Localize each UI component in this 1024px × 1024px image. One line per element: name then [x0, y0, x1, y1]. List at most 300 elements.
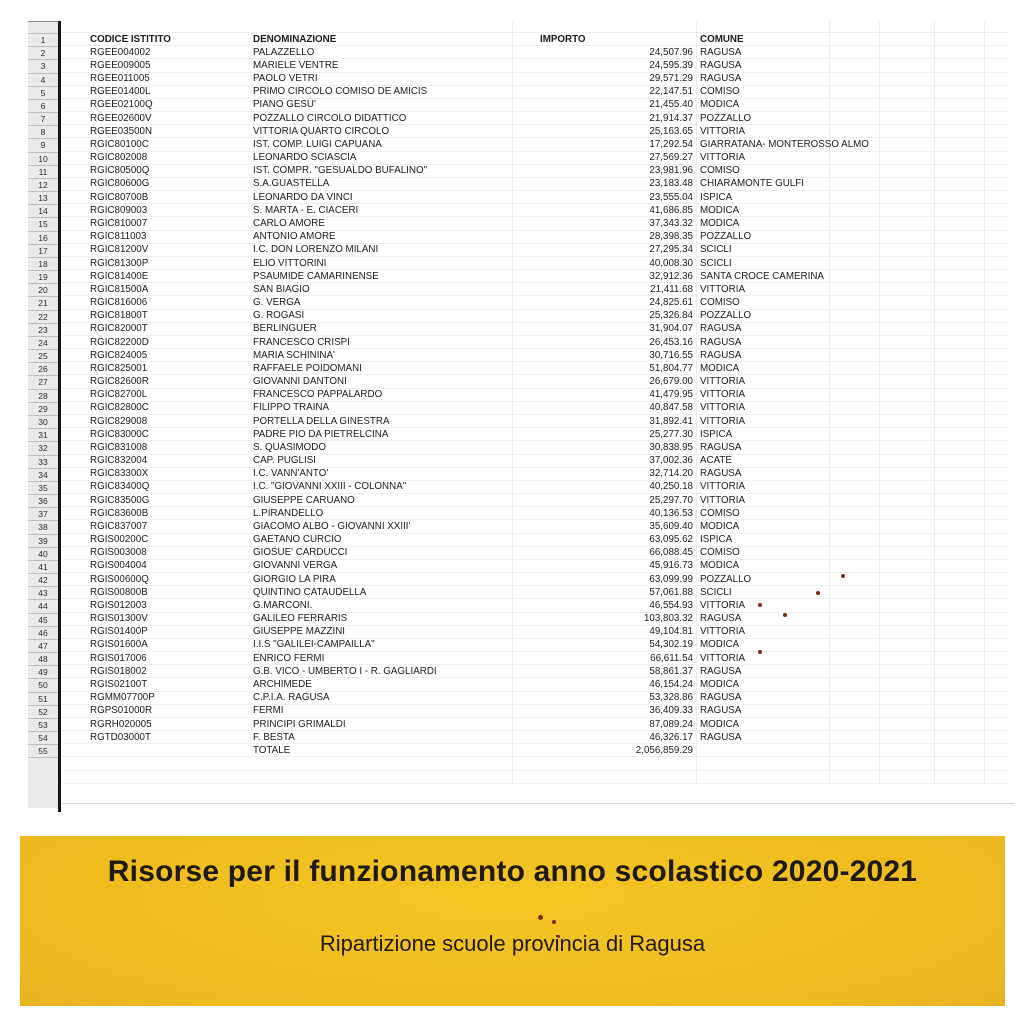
row-number[interactable]: 52: [28, 706, 58, 719]
table-row[interactable]: [62, 375, 1008, 388]
row-number[interactable]: 42: [28, 574, 58, 587]
cell-importo[interactable]: 40,250.18: [649, 481, 693, 493]
cell-importo[interactable]: 35,609.40: [649, 520, 693, 532]
col-header-importo[interactable]: IMPORTO: [540, 33, 586, 45]
row-number[interactable]: 37: [28, 508, 58, 521]
table-row[interactable]: [62, 165, 1008, 178]
row-number[interactable]: 1: [28, 34, 58, 47]
row-number[interactable]: 35: [28, 482, 58, 495]
cell-codice[interactable]: RGIC83400Q: [90, 481, 150, 493]
cell-codice[interactable]: RGIC825001: [90, 362, 148, 374]
cell-importo[interactable]: 27,569.27: [649, 152, 693, 164]
cell-codice[interactable]: RGIS00600Q: [90, 573, 149, 585]
table-row[interactable]: [62, 573, 1008, 586]
cell-denominazione[interactable]: I.I.S "GALILEI-CAMPAILLA": [253, 639, 375, 651]
cell-importo[interactable]: 32,714.20: [649, 468, 693, 480]
cell-codice[interactable]: RGIS02100T: [90, 679, 148, 690]
cell-comune[interactable]: COMISO: [700, 165, 740, 177]
table-row[interactable]: [62, 731, 1008, 744]
cell-codice[interactable]: RGEE004002: [90, 46, 151, 58]
cell-denominazione[interactable]: ANTONIO AMORE: [253, 231, 336, 243]
table-row[interactable]: [62, 270, 1008, 283]
table-row[interactable]: [62, 639, 1008, 652]
cell-importo[interactable]: 30,716.55: [649, 349, 693, 361]
cell-denominazione[interactable]: IST. COMP. LUIGI CAPUANA: [253, 138, 382, 150]
cell-codice[interactable]: RGIS01600A: [90, 639, 148, 651]
table-row[interactable]: [62, 652, 1008, 665]
cell-denominazione[interactable]: G.MARCONI.: [253, 599, 313, 611]
cell-denominazione[interactable]: MARIA SCHININA': [253, 349, 335, 361]
cell-codice[interactable]: RGEE009005: [90, 59, 151, 71]
row-number[interactable]: 22: [28, 311, 58, 324]
cell-importo[interactable]: 37,343.32: [649, 217, 693, 229]
table-row[interactable]: [62, 73, 1008, 86]
cell-comune[interactable]: RAGUSA: [700, 731, 742, 743]
cell-codice[interactable]: RGEE011005: [90, 73, 150, 85]
cell-codice[interactable]: RGIC82000T: [90, 323, 148, 335]
row-number[interactable]: 28: [28, 390, 58, 403]
table-row[interactable]: [62, 455, 1008, 468]
cell-denominazione[interactable]: PAOLO VETRI: [253, 73, 318, 85]
cell-importo[interactable]: 58,861.37: [649, 665, 693, 677]
col-header-comune[interactable]: COMUNE: [700, 33, 744, 45]
row-number[interactable]: 49: [28, 666, 58, 679]
cell-denominazione[interactable]: FRANCESCO PAPPALARDO: [253, 389, 383, 401]
cell-comune[interactable]: COMISO: [700, 547, 740, 559]
cell-importo[interactable]: 23,981.96: [649, 165, 693, 177]
cell-codice[interactable]: RGMM07700P: [90, 692, 155, 704]
cell-comune[interactable]: MODICA: [700, 520, 740, 532]
cell-codice[interactable]: RGIC83000C: [90, 428, 149, 440]
cell-denominazione[interactable]: G. ROGASI: [253, 310, 305, 322]
cell-denominazione[interactable]: GAETANO CURCIO: [253, 534, 342, 546]
cell-codice[interactable]: RGIC816006: [90, 297, 148, 309]
table-row[interactable]: [62, 665, 1008, 678]
table-row[interactable]: [62, 244, 1008, 257]
row-number[interactable]: 16: [28, 232, 58, 245]
cell-denominazione[interactable]: G.B. VICO - UMBERTO I - R. GAGLIARDI: [253, 665, 437, 677]
row-number[interactable]: 10: [28, 153, 58, 166]
cell-denominazione[interactable]: GIORGIO LA PIRA: [253, 573, 336, 585]
row-number[interactable]: 15: [28, 218, 58, 231]
cell-denominazione[interactable]: GIUSEPPE CARUANO: [253, 494, 355, 506]
cell-importo[interactable]: 21,411.68: [650, 283, 693, 295]
cell-codice[interactable]: RGIC81500A: [90, 283, 149, 295]
cell-importo[interactable]: 23,555.04: [649, 191, 693, 203]
cell-denominazione[interactable]: S.A.GUASTELLA: [253, 178, 330, 190]
cell-comune[interactable]: COMISO: [700, 297, 740, 309]
col-header-codice[interactable]: CODICE ISTITITO: [90, 33, 171, 45]
cell-comune[interactable]: MODICA: [700, 718, 740, 730]
cell-denominazione[interactable]: GIACOMO ALBO - GIOVANNI XXIII': [253, 520, 411, 532]
cell-codice[interactable]: RGIC83500G: [90, 494, 150, 506]
cell-importo[interactable]: 49,104.81: [649, 626, 693, 638]
table-row[interactable]: [62, 507, 1008, 520]
cell-importo[interactable]: 28,398.35: [649, 231, 693, 243]
cell-denominazione[interactable]: S. QUASIMODO: [253, 441, 326, 453]
cell-codice[interactable]: RGIC80100C: [90, 138, 149, 150]
cell-comune[interactable]: RAGUSA: [700, 59, 742, 71]
row-number[interactable]: 39: [28, 535, 58, 548]
cell-codice[interactable]: RGIC81800T: [90, 310, 148, 322]
cell-importo[interactable]: 21,914.37: [649, 112, 693, 124]
row-number[interactable]: 9: [28, 139, 58, 152]
cell-importo[interactable]: 40,008.30: [649, 257, 693, 269]
cell-importo[interactable]: 57,061.88: [649, 586, 693, 598]
row-number[interactable]: 24: [28, 337, 58, 350]
table-row[interactable]: [62, 310, 1008, 323]
row-number[interactable]: 36: [28, 495, 58, 508]
cell-importo[interactable]: 17,292.54: [649, 138, 693, 150]
table-row[interactable]: [62, 481, 1008, 494]
row-number[interactable]: 13: [28, 192, 58, 205]
cell-comune[interactable]: VITTORIA: [700, 376, 745, 388]
cell-denominazione[interactable]: RAFFAELE POIDOMANI: [253, 362, 362, 374]
row-number[interactable]: 32: [28, 442, 58, 455]
cell-comune[interactable]: RAGUSA: [700, 665, 742, 677]
cell-importo[interactable]: 24,595.39: [649, 59, 693, 71]
row-number[interactable]: 19: [28, 271, 58, 284]
row-number[interactable]: 12: [28, 179, 58, 192]
cell-importo[interactable]: 63,099.99: [649, 573, 693, 585]
cell-importo[interactable]: 51,804.77: [649, 362, 693, 374]
cell-denominazione[interactable]: VITTORIA QUARTO CIRCOLO: [253, 125, 390, 137]
cell-denominazione[interactable]: PIANO GESU': [253, 99, 316, 111]
cell-comune[interactable]: SCICLI: [700, 244, 732, 256]
cell-codice[interactable]: RGIS003008: [90, 547, 147, 559]
cell-comune[interactable]: RAGUSA: [700, 613, 742, 625]
cell-comune[interactable]: SANTA CROCE CAMERINA: [700, 270, 824, 282]
cell-comune[interactable]: COMISO: [700, 507, 740, 519]
cell-comune[interactable]: MODICA: [700, 99, 740, 111]
table-row[interactable]: [62, 204, 1008, 217]
cell-importo[interactable]: 36,409.33: [649, 705, 693, 717]
cell-importo[interactable]: 26,679.00: [649, 376, 693, 388]
cell-comune[interactable]: ACATE: [700, 455, 732, 467]
cell-importo[interactable]: 63,095.62: [649, 534, 693, 546]
cell-denominazione[interactable]: FILIPPO TRAINA: [253, 402, 330, 414]
cell-codice[interactable]: RGIC837007: [90, 520, 148, 532]
cell-comune[interactable]: VITTORIA: [700, 283, 745, 295]
cell-importo[interactable]: 25,297.70: [649, 494, 693, 506]
table-row[interactable]: [62, 152, 1008, 165]
cell-importo[interactable]: 46,326.17: [649, 731, 693, 743]
cell-denominazione[interactable]: GIUSEPPE MAZZINI: [253, 626, 345, 638]
cell-comune[interactable]: RAGUSA: [700, 692, 742, 704]
cell-comune[interactable]: RAGUSA: [700, 336, 742, 348]
cell-codice[interactable]: RGIC83300X: [90, 468, 149, 480]
cell-importo[interactable]: 46,554.93: [649, 599, 693, 611]
cell-importo[interactable]: 26,453.16: [649, 336, 693, 348]
cell-codice[interactable]: RGIC82800C: [90, 402, 149, 414]
cell-codice[interactable]: RGIC82200D: [90, 336, 149, 348]
table-row[interactable]: [62, 138, 1008, 151]
cell-comune[interactable]: RAGUSA: [700, 468, 742, 480]
cell-importo[interactable]: 41,686.85: [649, 204, 693, 216]
cell-comune[interactable]: RAGUSA: [700, 323, 742, 335]
cell-importo[interactable]: 27,295.34: [649, 244, 693, 256]
cell-importo[interactable]: 40,847.58: [649, 402, 693, 414]
cell-denominazione[interactable]: CAP. PUGLISI: [253, 455, 316, 467]
table-row[interactable]: [62, 46, 1008, 59]
row-number[interactable]: 8: [28, 126, 58, 139]
table-row[interactable]: [62, 362, 1008, 375]
table-row[interactable]: [62, 231, 1008, 244]
cell-comune[interactable]: VITTORIA: [700, 494, 745, 506]
row-number[interactable]: 18: [28, 258, 58, 271]
cell-importo[interactable]: 29,571.29: [649, 73, 693, 85]
cell-denominazione[interactable]: GIOSUE' CARDUCCI: [253, 547, 348, 559]
cell-comune[interactable]: VITTORIA: [700, 599, 745, 611]
cell-codice[interactable]: RGIC832004: [90, 455, 148, 467]
row-number[interactable]: 3: [28, 60, 58, 73]
cell-denominazione[interactable]: IST. COMPR. "GESUALDO BUFALINO": [253, 165, 428, 177]
cell-denominazione[interactable]: GIOVANNI DANTONI: [253, 376, 347, 388]
cell-codice[interactable]: RGIC81300P: [90, 257, 149, 269]
cell-codice[interactable]: RGIC80500Q: [90, 165, 150, 177]
row-number[interactable]: 44: [28, 600, 58, 613]
cell-comune[interactable]: RAGUSA: [700, 705, 742, 717]
row-number[interactable]: 20: [28, 284, 58, 297]
cell-comune[interactable]: RAGUSA: [700, 73, 742, 85]
cell-codice[interactable]: RGIC82700L: [90, 389, 148, 401]
row-number[interactable]: 53: [28, 719, 58, 732]
cell-comune[interactable]: VITTORIA: [700, 481, 745, 493]
cell-importo[interactable]: 66,088.45: [649, 547, 693, 559]
cell-importo[interactable]: 25,326.84: [649, 310, 693, 322]
cell-comune[interactable]: CHIARAMONTE GULFI: [700, 178, 804, 190]
cell-codice[interactable]: RGIC831008: [90, 441, 148, 453]
table-row[interactable]: [62, 534, 1008, 547]
row-number[interactable]: 25: [28, 350, 58, 363]
table-row[interactable]: [62, 389, 1008, 402]
cell-comune[interactable]: RAGUSA: [700, 441, 742, 453]
row-number[interactable]: 41: [28, 561, 58, 574]
cell-denominazione[interactable]: S. MARTA - E. CIACERI: [253, 204, 359, 216]
cell-codice[interactable]: RGEE02100Q: [90, 99, 153, 111]
cell-denominazione[interactable]: G. VERGA: [253, 297, 301, 309]
table-row[interactable]: [62, 125, 1008, 138]
total-row[interactable]: [62, 744, 1008, 757]
cell-comune[interactable]: VITTORIA: [700, 652, 745, 664]
cell-denominazione[interactable]: I.C. DON LORENZO MILANI: [253, 244, 379, 256]
cell-denominazione[interactable]: FERMI: [253, 705, 284, 717]
cell-comune[interactable]: VITTORIA: [700, 125, 745, 137]
cell-denominazione[interactable]: SAN BIAGIO: [253, 283, 310, 295]
total-importo[interactable]: 2,056,859.29: [635, 744, 693, 756]
cell-comune[interactable]: VITTORIA: [700, 152, 745, 164]
cell-denominazione[interactable]: CARLO AMORE: [253, 217, 325, 229]
table-row[interactable]: [62, 428, 1008, 441]
cell-codice[interactable]: RGIS01400P: [90, 626, 148, 638]
cell-importo[interactable]: 24,825.61: [649, 297, 693, 309]
row-number[interactable]: 31: [28, 429, 58, 442]
cell-codice[interactable]: RGRH020005: [90, 718, 152, 730]
table-row[interactable]: [62, 323, 1008, 336]
cell-comune[interactable]: VITTORIA: [700, 402, 745, 414]
cell-denominazione[interactable]: GIOVANNI VERGA: [253, 560, 338, 572]
cell-codice[interactable]: RGIS00800B: [90, 586, 148, 598]
row-number[interactable]: 14: [28, 205, 58, 218]
row-number[interactable]: 55: [28, 745, 58, 758]
cell-denominazione[interactable]: L.PIRANDELLO: [253, 507, 324, 519]
cell-comune[interactable]: POZZALLO: [700, 573, 752, 585]
cell-denominazione[interactable]: MARIELE VENTRE: [253, 59, 339, 71]
table-row[interactable]: [62, 402, 1008, 415]
cell-codice[interactable]: RGIS017006: [90, 652, 147, 664]
cell-codice[interactable]: RGIC82600R: [90, 376, 149, 388]
total-label[interactable]: TOTALE: [253, 744, 291, 756]
cell-importo[interactable]: 37,002.36: [649, 455, 693, 467]
cell-codice[interactable]: RGTD03000T: [90, 731, 151, 743]
cell-comune[interactable]: ISPICA: [700, 191, 733, 203]
cell-importo[interactable]: 54,302.19: [649, 639, 693, 651]
cell-comune[interactable]: VITTORIA: [700, 415, 745, 427]
cell-codice[interactable]: RGPS01000R: [90, 705, 153, 717]
table-row[interactable]: [62, 112, 1008, 125]
row-number[interactable]: 48: [28, 653, 58, 666]
cell-denominazione[interactable]: ENRICO FERMI: [253, 652, 325, 664]
cell-importo[interactable]: 25,163.65: [649, 125, 693, 137]
row-number[interactable]: 29: [28, 403, 58, 416]
table-row[interactable]: [62, 718, 1008, 731]
cell-importo[interactable]: 66,611.54: [650, 652, 693, 664]
table-row[interactable]: [62, 586, 1008, 599]
table-row[interactable]: [62, 560, 1008, 573]
cell-denominazione[interactable]: PSAUMIDE CAMARINENSE: [253, 270, 379, 282]
cell-codice[interactable]: RGIS018002: [90, 665, 147, 677]
table-row[interactable]: [62, 520, 1008, 533]
table-row[interactable]: [62, 415, 1008, 428]
row-number[interactable]: 51: [28, 693, 58, 706]
col-header-denominazione[interactable]: DENOMINAZIONE: [253, 33, 337, 45]
cell-comune[interactable]: COMISO: [700, 86, 740, 98]
table-row[interactable]: [62, 178, 1008, 191]
cell-importo[interactable]: 21,455.40: [649, 99, 693, 111]
row-number[interactable]: 50: [28, 679, 58, 692]
table-row[interactable]: [62, 296, 1008, 309]
table-row[interactable]: [62, 678, 1008, 691]
cell-comune[interactable]: RAGUSA: [700, 46, 742, 58]
cell-denominazione[interactable]: POZZALLO CIRCOLO DIDATTICO: [253, 112, 407, 124]
cell-denominazione[interactable]: LEONARDO DA VINCI: [253, 191, 353, 203]
cell-comune[interactable]: GIARRATANA- MONTEROSSO ALMO: [700, 138, 869, 150]
cell-codice[interactable]: RGIC809003: [90, 204, 148, 216]
cell-codice[interactable]: RGEE01400L: [90, 86, 151, 98]
cell-codice[interactable]: RGEE03500N: [90, 125, 153, 137]
cell-codice[interactable]: RGIC810007: [90, 217, 148, 229]
cell-denominazione[interactable]: I.C. VANN'ANTO': [253, 468, 329, 480]
cell-comune[interactable]: MODICA: [700, 679, 740, 690]
row-number[interactable]: 47: [28, 640, 58, 653]
table-row[interactable]: [62, 217, 1008, 230]
cell-codice[interactable]: RGIS01300V: [90, 613, 148, 625]
table-row[interactable]: [62, 441, 1008, 454]
cell-codice[interactable]: RGIC824005: [90, 349, 148, 361]
table-row[interactable]: [62, 494, 1008, 507]
cell-importo[interactable]: 31,904.07: [649, 323, 693, 335]
cell-codice[interactable]: RGIC811003: [90, 231, 147, 243]
cell-denominazione[interactable]: I.C. "GIOVANNI XXIII - COLONNA": [253, 481, 407, 493]
cell-codice[interactable]: RGIC81200V: [90, 244, 149, 256]
cell-importo[interactable]: 40,136.53: [649, 507, 693, 519]
row-number[interactable]: 4: [28, 74, 58, 87]
row-number[interactable]: 27: [28, 376, 58, 389]
cell-importo[interactable]: 53,328.86: [649, 692, 693, 704]
cell-codice[interactable]: RGEE02600V: [90, 112, 152, 124]
table-row[interactable]: [62, 626, 1008, 639]
cell-denominazione[interactable]: QUINTINO CATAUDELLA: [253, 586, 367, 598]
cell-comune[interactable]: POZZALLO: [700, 310, 752, 322]
cell-denominazione[interactable]: ARCHIMEDE: [253, 679, 312, 690]
row-number[interactable]: 46: [28, 627, 58, 640]
cell-importo[interactable]: 103,803.32: [643, 613, 693, 625]
cell-codice[interactable]: RGIC81400E: [90, 270, 149, 282]
row-number[interactable]: 7: [28, 113, 58, 126]
cell-comune[interactable]: ISPICA: [700, 428, 733, 440]
cell-comune[interactable]: RAGUSA: [700, 349, 742, 361]
table-row[interactable]: [62, 599, 1008, 612]
row-number[interactable]: 2: [28, 47, 58, 60]
cell-denominazione[interactable]: C.P.I.A. RAGUSA: [253, 692, 330, 704]
cell-comune[interactable]: MODICA: [700, 217, 740, 229]
row-number[interactable]: 11: [28, 166, 58, 179]
cell-importo[interactable]: 46,154.24: [649, 679, 693, 690]
row-number[interactable]: 5: [28, 87, 58, 100]
table-row[interactable]: [62, 86, 1008, 99]
row-number[interactable]: 26: [28, 363, 58, 376]
cell-denominazione[interactable]: GALILEO FERRARIS: [253, 613, 348, 625]
cell-comune[interactable]: SCICLI: [700, 586, 732, 598]
table-row[interactable]: [62, 191, 1008, 204]
cell-importo[interactable]: 41,479.95: [649, 389, 693, 401]
cell-importo[interactable]: 25,277.30: [649, 428, 693, 440]
row-number[interactable]: 38: [28, 521, 58, 534]
table-row[interactable]: [62, 99, 1008, 112]
row-number[interactable]: 54: [28, 732, 58, 745]
table-row[interactable]: [62, 349, 1008, 362]
table-row[interactable]: [62, 705, 1008, 718]
cell-comune[interactable]: MODICA: [700, 362, 740, 374]
cell-denominazione[interactable]: PADRE PIO DA PIETRELCINA: [253, 428, 389, 440]
table-row[interactable]: [62, 283, 1008, 296]
cell-importo[interactable]: 24,507.96: [649, 46, 693, 58]
cell-codice[interactable]: RGIS004004: [90, 560, 147, 572]
cell-denominazione[interactable]: PRINCIPI GRIMALDI: [253, 718, 346, 730]
cell-codice[interactable]: RGIS012003: [90, 599, 147, 611]
cell-denominazione[interactable]: F. BESTA: [253, 731, 295, 743]
cell-importo[interactable]: 45,916.73: [649, 560, 693, 572]
cell-codice[interactable]: RGIC802008: [90, 152, 148, 164]
cell-codice[interactable]: RGIC83600B: [90, 507, 149, 519]
row-number[interactable]: 43: [28, 587, 58, 600]
row-number[interactable]: 30: [28, 416, 58, 429]
cell-comune[interactable]: POZZALLO: [700, 231, 752, 243]
row-number[interactable]: 34: [28, 469, 58, 482]
cell-denominazione[interactable]: BERLINGUER: [253, 323, 317, 335]
cell-comune[interactable]: VITTORIA: [700, 626, 745, 638]
cell-comune[interactable]: POZZALLO: [700, 112, 752, 124]
cell-codice[interactable]: RGIC829008: [90, 415, 148, 427]
cell-codice[interactable]: RGIS00200C: [90, 534, 149, 546]
cell-comune[interactable]: MODICA: [700, 639, 740, 651]
table-row[interactable]: [62, 692, 1008, 705]
cell-comune[interactable]: VITTORIA: [700, 389, 745, 401]
row-number[interactable]: 23: [28, 324, 58, 337]
table-row[interactable]: [62, 547, 1008, 560]
cell-denominazione[interactable]: PRIMO CIRCOLO COMISO DE AMICIS: [253, 86, 428, 98]
cell-comune[interactable]: SCICLI: [700, 257, 732, 269]
